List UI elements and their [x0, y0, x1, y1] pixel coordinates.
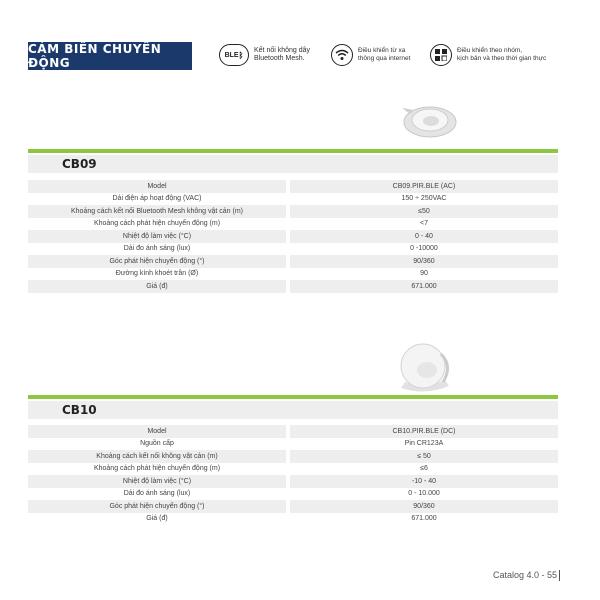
grid-icon: [430, 44, 452, 66]
feature-line: Bluetooth Mesh.: [254, 55, 305, 62]
spec-label: Model: [28, 180, 286, 193]
spec-value: 0 - 10.000: [408, 490, 440, 498]
page-footer: [493, 570, 560, 581]
product-header-bar: [28, 155, 558, 173]
spec-label: Nguồn cấp: [140, 440, 174, 448]
spec-table-cb09: [28, 180, 558, 293]
feature-line: Kết nối không dây: [254, 46, 311, 54]
spec-label: Nhiệt độ làm việc (°C): [28, 230, 286, 243]
feature-line: Điều khiển từ xa: [358, 47, 406, 54]
feature-group: [430, 44, 546, 66]
bluetooth-icon: BLE ᛒ: [219, 44, 249, 66]
feature-line: thông qua internet: [358, 55, 411, 62]
feature-line: kịch bản và theo thời gian thực: [457, 55, 547, 62]
spec-value: CB10.PIR.BLE (DC): [290, 425, 558, 438]
spec-row: [28, 425, 558, 438]
page-title: CẢM BIẾN CHUYỂN ĐỘNG: [28, 42, 192, 70]
spec-value: ≤ 50: [290, 450, 558, 463]
section-divider: [28, 395, 558, 399]
section-divider: [28, 149, 558, 153]
spec-row: [28, 193, 558, 206]
product-header-bar: [28, 401, 558, 419]
spec-label: Dải đo ánh sáng (lux): [123, 490, 191, 498]
spec-row: [28, 180, 558, 193]
spec-value: 90/360: [290, 255, 558, 268]
spec-label: Khoảng cách kết nối Bluetooth Mesh không vật cản (m): [28, 205, 286, 218]
spec-row: [28, 218, 558, 231]
spec-row: [28, 513, 558, 526]
feature-line: Điều khiển theo nhóm,: [457, 47, 523, 54]
spec-row: [28, 475, 558, 488]
spec-value: 671.000: [411, 515, 437, 523]
spec-row: [28, 230, 558, 243]
spec-value: -10 - 40: [290, 475, 558, 488]
spec-label: Góc phát hiện chuyển động (°): [28, 255, 286, 268]
spec-value: 150 ÷ 250VAC: [401, 195, 447, 203]
spec-label: Dải điện áp hoạt động (VAC): [112, 195, 202, 203]
spec-row: [28, 280, 558, 293]
product-name-cb10: CB10: [62, 403, 97, 417]
cb09-sensor-image: [400, 100, 464, 144]
footer-text: Catalog 4.0 - 55: [492, 570, 557, 580]
bluetooth-icon-text: BLE: [224, 51, 239, 59]
spec-row: [28, 500, 558, 513]
spec-label: Khoảng cách phát hiện chuyển động (m): [93, 465, 221, 473]
spec-value: 90: [420, 270, 428, 278]
spec-row: [28, 438, 558, 451]
wifi-icon: [331, 44, 353, 66]
spec-row: [28, 488, 558, 501]
spec-label: Giá (đ): [146, 515, 168, 523]
spec-value: 671.000: [290, 280, 558, 293]
spec-label: Model: [28, 425, 286, 438]
spec-value: <7: [420, 220, 428, 228]
spec-label: Khoảng cách phát hiện chuyển động (m): [93, 220, 221, 228]
spec-label: Nhiệt độ làm việc (°C): [28, 475, 286, 488]
product-name-cb09: CB09: [62, 157, 97, 171]
spec-value: ≤6: [420, 465, 428, 473]
spec-value: Pin CR123A: [404, 440, 444, 448]
spec-label: Giá (đ): [28, 280, 286, 293]
spec-value: 90/360: [290, 500, 558, 513]
spec-row: [28, 463, 558, 476]
spec-row: [28, 255, 558, 268]
spec-value: ≤50: [290, 205, 558, 218]
spec-value: 0 - 40: [290, 230, 558, 243]
spec-label: Khoảng cách kết nối không vật cản (m): [28, 450, 286, 463]
spec-value: 0 -10000: [410, 245, 438, 253]
cb10-sensor-image: [393, 340, 455, 396]
spec-row: [28, 268, 558, 281]
spec-row: [28, 205, 558, 218]
spec-label: Đường kính khoét trần (Ø): [115, 270, 199, 278]
spec-table-cb10: [28, 425, 558, 525]
spec-label: Dải đo ánh sáng (lux): [123, 245, 191, 253]
feature-remote: [331, 44, 410, 66]
spec-row: [28, 243, 558, 256]
spec-label: Góc phát hiện chuyển động (°): [28, 500, 286, 513]
feature-bluetooth: [219, 44, 310, 66]
spec-row: [28, 450, 558, 463]
spec-value: CB09.PIR.BLE (AC): [290, 180, 558, 193]
